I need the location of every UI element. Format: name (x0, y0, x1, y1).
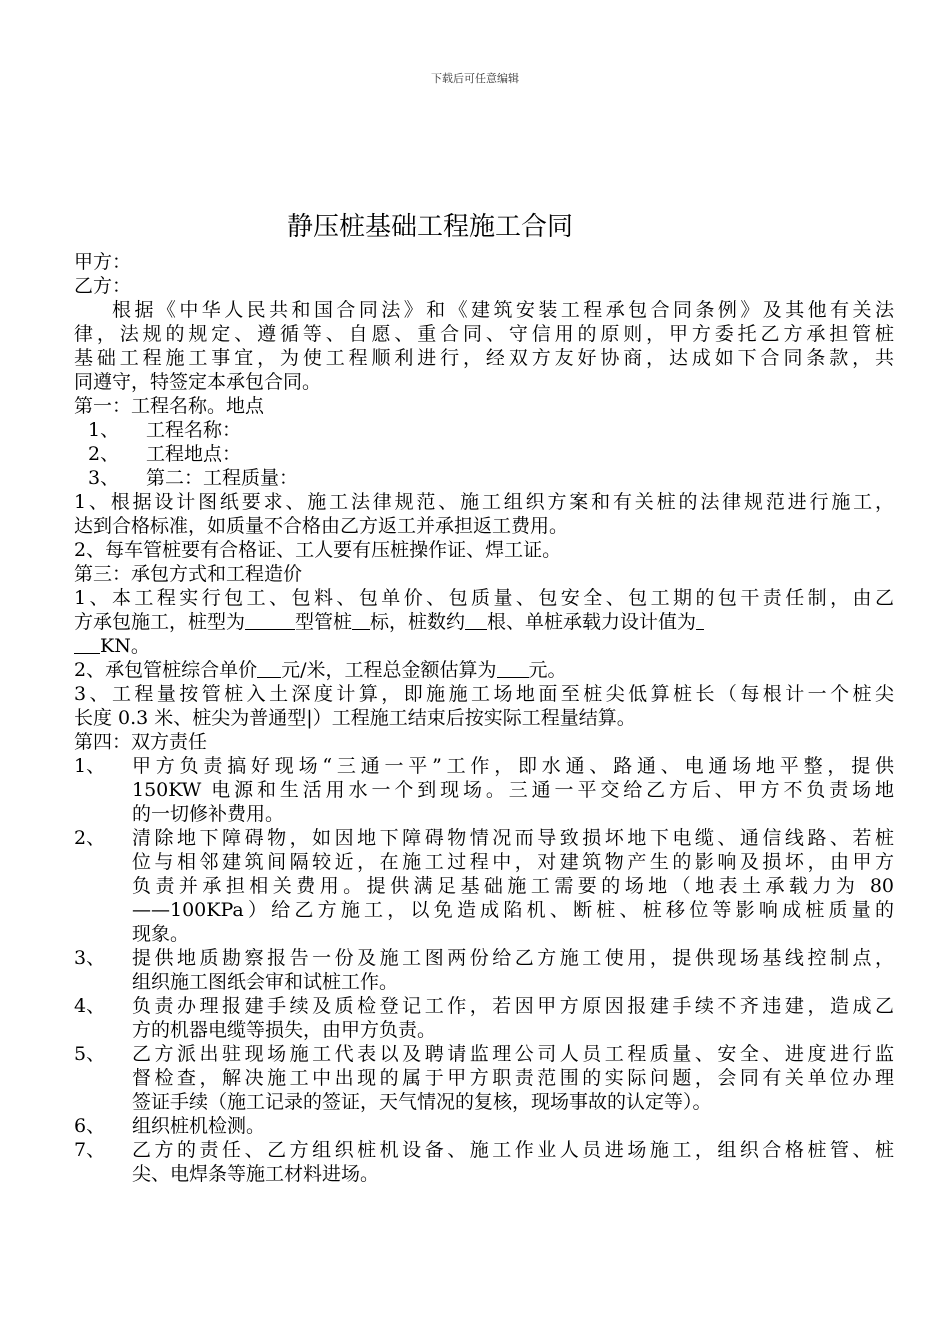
intro-line: 根据《中华人民共和国合同法》和《建筑安装工程承包合同条例》及其他有关法 (112, 299, 894, 321)
responsibility-item (74, 826, 894, 946)
item-text-line: 乙方派出驻现场施工代表以及聘请监理公司人员工程质量、安全、进度进行监 (132, 1043, 894, 1065)
sec1-item (74, 418, 894, 442)
item-text-line: 清除地下障碍物，如因地下障碍物情况而导致损坏地下电缆、通信线路、若桩 (132, 827, 894, 849)
sec3-p3-line: 3、工程量按管桩入土深度计算，即施施工场地面至桩尖低算桩长（每根计一个桩尖 (74, 683, 894, 705)
item-text-line: 督检查，解决施工中出现的属于甲方职责范围的实际问题，会同有关单位办理 (132, 1067, 894, 1089)
document-body (74, 250, 894, 1186)
item-number: 2、 (88, 443, 120, 465)
sec3-p3-line: 长度 0.3 米、桩尖为普通型|）工程施工结束后按实际工程量结算。 (74, 707, 636, 729)
blank-field (465, 610, 487, 630)
blank-field (245, 610, 295, 630)
item-text-line: 150KW 电源和生活用水一个到现场。三通一平交给乙方后、甲方不负责场地 (132, 779, 894, 801)
sec3-p1-line: 1、本工程实行包工、包料、包单价、包质量、包安全、包工期的包干责任制，由乙 (74, 587, 894, 609)
item-text-line: 甲方负责搞好现场“三通一平”工作，即水通、路通、电通场地平整，提供 (132, 755, 894, 777)
sec1-item (74, 442, 894, 466)
intro-line: 律，法规的规定、遵循等、自愿、重合同、守信用的原则，甲方委托乙方承担管桩 (74, 323, 894, 345)
item-number: 2、 (74, 827, 106, 849)
item-number: 1、 (88, 419, 120, 441)
sec1-item (74, 466, 894, 490)
responsibility-item (74, 1042, 894, 1114)
responsibility-item (74, 1138, 894, 1186)
item-number: 6、 (74, 1115, 106, 1137)
sec2-p2: 2、每车管桩要有合格证、工人要有压桩操作证、焊工证。 (74, 539, 562, 561)
item-text: 工程地点： (146, 443, 242, 465)
item-text-line: 组织施工图纸会审和试桩工作。 (132, 971, 399, 993)
item-text (132, 754, 894, 826)
responsibility-item (74, 946, 894, 994)
item-text-line: 负责办理报建手续及质检登记工作，若因甲方原因报建手续不齐违建，造成乙 (132, 995, 894, 1017)
intro-line: 基础工程施工事宜，为使工程顺利进行，经双方友好协商，达成如下合同条款，共 (74, 347, 894, 369)
sec3-p1-line: 方承包施工，桩型为 型管桩 标，桩数约 根、单桩承载力设计值为 (74, 610, 894, 634)
party-b-label: 乙方： (74, 275, 132, 297)
item-text-line: 的一切修补费用。 (132, 803, 285, 825)
item-text-line: 组织桩机检测。 (132, 1115, 266, 1137)
blank-field (696, 610, 704, 630)
item-text-line: 乙方的责任、乙方组织桩机设备、施工作业人员进场施工，组织合格桩管、桩 (132, 1139, 894, 1161)
responsibility-item (74, 754, 894, 826)
party-a-label: 甲方： (74, 251, 132, 273)
sec2-p1-line: 1、根据设计图纸要求、施工法律规范、施工组织方案和有关桩的法律规范进行施工， (74, 491, 894, 513)
item-number: 1、 (74, 755, 106, 777)
item-text-line: 负责并承担相关费用。提供满足基础施工需要的场地（地表土承载力为 80 (132, 875, 894, 897)
item-text (132, 826, 894, 946)
blank-field (74, 634, 100, 654)
item-text (132, 946, 894, 994)
responsibility-item (74, 994, 894, 1042)
item-text-line: 方的机器电缆等损失，由甲方负责。 (132, 1019, 437, 1041)
item-number: 7、 (74, 1139, 106, 1161)
page-header: 下载后可任意编辑 (431, 72, 519, 85)
item-text (132, 994, 894, 1042)
sec2-p1-line: 达到合格标准，如质量不合格由乙方返工并承担返工费用。 (74, 515, 569, 537)
item-text (132, 1114, 894, 1138)
item-number: 3、 (88, 467, 120, 489)
item-text (132, 1042, 894, 1114)
document-title: 静压桩基础工程施工合同 (286, 212, 573, 242)
item-number: 3、 (74, 947, 106, 969)
item-text-line: 签证手续（施工记录的签证，天气情况的复核，现场事故的认定等）。 (132, 1091, 712, 1113)
item-text-line: 尖、电焊条等施工材料进场。 (132, 1163, 380, 1185)
item-number: 5、 (74, 1043, 106, 1065)
blank-field (497, 658, 529, 678)
section-4-heading: 第四：双方责任 (74, 731, 208, 753)
sec3-p2: 2、承包管桩综合单价 元/米，工程总金额估算为 元。 (74, 659, 567, 681)
section-1-heading: 第一：工程名称。地点 (74, 395, 265, 417)
responsibility-item (74, 1114, 894, 1138)
item-text-line: 提供地质勘察报告一份及施工图两份给乙方施工使用，提供现场基线控制点， (132, 947, 894, 969)
intro-paragraph (74, 298, 894, 394)
intro-line: 同遵守，特签定本承包合同。 (74, 371, 322, 393)
item-text-line: ——100KPa）给乙方施工，以免造成陷机、断桩、桩移位等影响成桩质量的 (132, 899, 894, 921)
item-text-line: 现象。 (132, 923, 190, 945)
sec4-list (74, 754, 894, 1186)
blank-field (257, 658, 281, 678)
item-text-line: 位与相邻建筑间隔较近，在施工过程中，对建筑物产生的影响及损坏，由甲方 (132, 851, 894, 873)
item-text: 工程名称： (146, 419, 242, 441)
item-text: 第二：工程质量： (146, 467, 299, 489)
blank-field (352, 610, 370, 630)
item-text (132, 1138, 894, 1186)
item-number: 4、 (74, 995, 106, 1017)
sec3-p1-line: KN。 (74, 634, 894, 658)
section-3-heading: 第三：承包方式和工程造价 (74, 563, 303, 585)
